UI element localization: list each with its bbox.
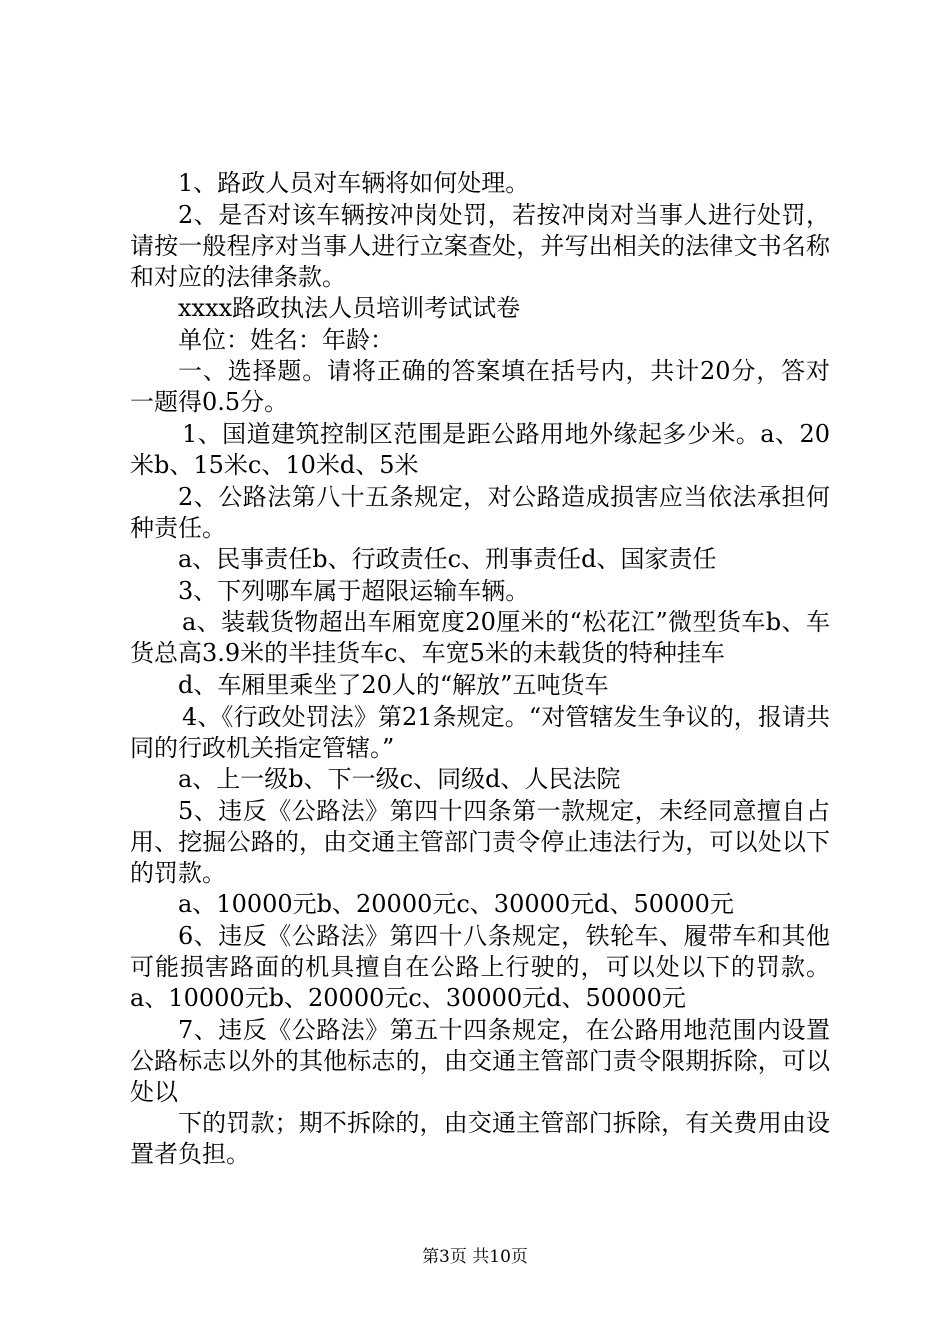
paragraph: a、10000元b、20000元c、30000元d、50000元	[178, 890, 734, 919]
paragraph: 4、《行政处罚法》第21条规定。“对管辖发生争议的，报请共同的行政机关指定管辖。”	[130, 702, 830, 762]
document-body	[130, 168, 830, 1171]
paragraph: 2、是否对该车辆按冲岗处罚，若按冲岗对当事人进行处罚，请按一般程序对当事人进行立案查处，并写出相关的法律文书名称和对应的法律条款。	[130, 200, 830, 291]
paragraph: 2、公路法第八十五条规定，对公路造成损害应当依法承担何种责任。	[130, 482, 830, 542]
paragraph: xxxx路政执法人员培训考试试卷	[178, 294, 521, 323]
paragraph: a、上一级b、下一级c、同级d、人民法院	[178, 765, 621, 794]
paragraph: 6、违反《公路法》第四十八条规定，铁轮车、履带车和其他可能损害路面的机具擅自在公路上行驶的，可以处以下的罚款。a、10000元b、20000元c、30000元d、50000元	[130, 921, 830, 1012]
paragraph: 1、国道建筑控制区范围是距公路用地外缘起多少米。a、20米b、15米c、10米d、5米	[130, 419, 830, 479]
paragraph: d、车厢里乘坐了20人的“解放”五吨货车	[178, 670, 609, 699]
page-footer: 第3页 共10页	[422, 1247, 528, 1267]
paragraph: 5、违反《公路法》第四十四条第一款规定，未经同意擅自占用、挖掘公路的，由交通主管部门责令停止违法行为，可以处以下的罚款。	[130, 796, 830, 887]
paragraph: 单位：姓名：年龄：	[178, 325, 394, 354]
paragraph: 7、违反《公路法》第五十四条规定，在公路用地范围内设置公路标志以外的其他标志的，由交通主管部门责令限期拆除，可以处以	[130, 1015, 830, 1106]
paragraph: 3、下列哪车属于超限运输车辆。	[178, 576, 530, 605]
paragraph: 一、选择题。请将正确的答案填在括号内，共计20分，答对一题得0.5分。	[130, 357, 830, 417]
paragraph: a、民事责任b、行政责任c、刑事责任d、国家责任	[178, 545, 717, 574]
paragraph: a、装载货物超出车厢宽度20厘米的“松花江”微型货车b、车货总高3.9米的半挂货车c、车宽5米的未载货的特种挂车	[130, 608, 830, 668]
paragraph: 下的罚款；期不拆除的，由交通主管部门拆除，有关费用由设置者负担。	[130, 1109, 830, 1169]
paragraph: 1、路政人员对车辆将如何处理。	[178, 169, 530, 197]
